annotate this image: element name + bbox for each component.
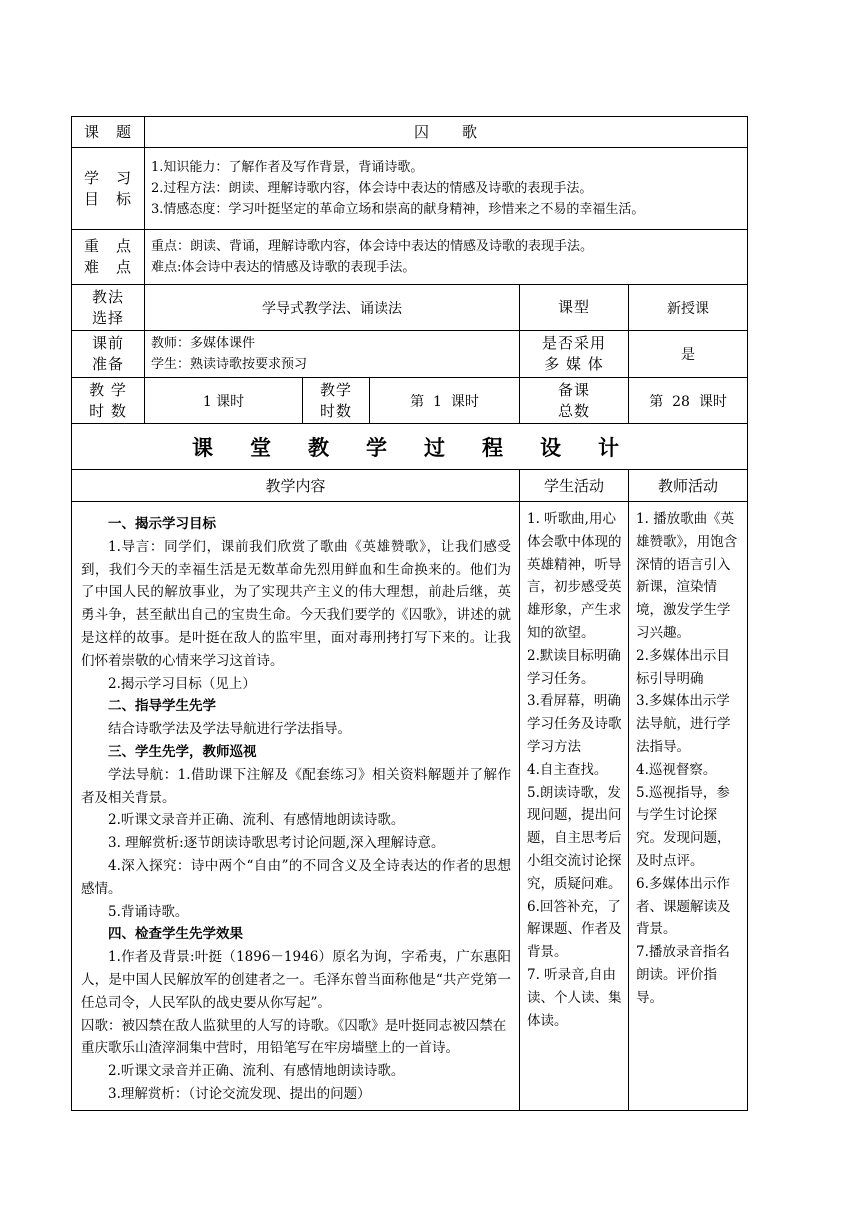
teacher-activity-item: 2.多媒体出示目标引导明确 [636, 647, 730, 687]
student-activity-item: 6.回答补充，了解课题、作者及背景。 [527, 898, 622, 961]
goals-row [72, 148, 748, 230]
content-paragraph: 2.听课文录音并正确、流利、有感情地朗读诗歌。 [108, 812, 405, 829]
teacher-column-header: 教师活动 [629, 470, 748, 502]
hour-value: 第 1 课时 [370, 378, 520, 424]
goal-line: 2.过程方法：朗读、理解诗歌内容，体会诗中表达的情感及诗歌的表现手法。 [151, 181, 593, 196]
content-paragraph: 4.深入探究：诗中两个“自由”的不同含义及全诗表达的作者的思想感情。 [81, 857, 511, 897]
prep-text: 教师：多媒体课件 学生：熟读诗歌按要求预习 [145, 331, 520, 378]
prep-label: 课前 准备 [72, 331, 145, 378]
section-heading: 二、指导学生先学 [108, 698, 216, 715]
hours-label: 教 学 时 数 [72, 378, 145, 424]
type-value: 新授课 [629, 285, 748, 331]
student-activity-item: 4.自主查找。 [527, 761, 608, 778]
prep-row [72, 331, 748, 378]
topic-row [72, 117, 748, 148]
hours-value: 1 课时 [145, 378, 303, 424]
teacher-activity-item: 4.巡视督察。 [636, 761, 717, 778]
student-activity-item: 5.朗读诗歌，发现问题，提出问题，自主思考后小组交流讨论探究，质疑问难。 [527, 784, 622, 892]
goal-line: 1.知识能力：了解作者及写作背景，背诵诗歌。 [151, 160, 424, 175]
goals-text [145, 148, 748, 230]
student-activity-item: 1. 听歌曲,用心体会歌中体现的英雄精神，听导言，初步感受英雄形象，产生求知的欲望。 [527, 511, 622, 641]
student-activity-item: 3.看屏幕，明确学习任务及诗歌学习方法 [527, 693, 622, 755]
teacher-activity-item: 6.多媒体出示作者、课题解读及背景。 [636, 875, 731, 938]
section-heading: 一、揭示学习目标 [108, 516, 216, 532]
method-label: 教法 选择 [72, 285, 145, 331]
teacher-column [629, 502, 748, 1111]
process-body-row [72, 502, 748, 1111]
topic-label: 课 题 [72, 117, 145, 148]
student-activity-item: 2.默读目标明确学习任务。 [527, 647, 621, 687]
content-paragraph: 1.导言：同学们，课前我们欣赏了歌曲《英雄赞歌》，让我们感受到，我们今天的幸福生活是无数革命先烈用鲜血和生命换来的。他们为了中国人民的解放事业，为了实现共产主义的伟大理想，前赴后继，英勇斗争，甚至献出自己的宝贵生命。今天我们要学的《囚歌》，讲述的就是这样的故事。是叶挺在敌人的监牢里，面对毒刑拷打写下来的。让我们怀着崇敬的心情来学习这首诗。 [81, 538, 511, 669]
hours-row [72, 378, 748, 424]
teacher-activity-item: 7.播放录音指名朗读。评价指导。 [636, 944, 730, 1006]
content-column [72, 502, 520, 1111]
content-paragraph: 2.揭示学习目标（见上） [108, 675, 256, 692]
keypoints-text [145, 230, 748, 285]
student-column [520, 502, 629, 1111]
content-paragraph: 学法导航：1.借助课下注解及《配套练习》相关资料解题并了解作者及相关背景。 [81, 766, 511, 806]
column-header-row [72, 470, 748, 502]
topic-value: 囚 歌 [145, 117, 748, 148]
goals-label: 学 习 目 标 [72, 148, 145, 230]
keypoint-line: 重点：朗读、背诵，理解诗歌内容，体会诗中表达的情感及诗歌的表现手法。 [151, 239, 594, 254]
section-heading: 三、学生先学，教师巡视 [108, 743, 257, 760]
content-paragraph: 结合诗歌学法及学法导航进行学法指导。 [108, 721, 351, 738]
keypoints-label: 重 点 难 点 [72, 230, 145, 285]
content-paragraph: 2.听课文录音并正确、流利、有感情地朗读诗歌。 [108, 1063, 405, 1080]
content-column-header: 教学内容 [72, 470, 520, 502]
keypoint-line: 难点:体会诗中表达的情感及诗歌的表现手法。 [151, 260, 416, 275]
teacher-activity-item: 5.巡视指导，参与学生讨论探究。发现问题，及时点评。 [636, 784, 731, 869]
total-value: 第 28 课时 [629, 378, 748, 424]
content-paragraph: 3. 理解赏析:逐节朗读诗歌思考讨论问题,深入理解诗意。 [108, 835, 445, 852]
method-value: 学导式教学法、诵读法 [145, 285, 520, 331]
teacher-activity-item: 3.多媒体出示学法导航，进行学法指导。 [636, 693, 731, 755]
keypoints-row [72, 230, 748, 285]
process-title: 课 堂 教 学 过 程 设 计 [72, 424, 748, 470]
goal-line: 3.情感态度：学习叶挺坚定的革命立场和崇高的献身精神，珍惜来之不易的幸福生活。 [151, 202, 645, 217]
content-paragraph: 5.背诵诗歌。 [108, 903, 189, 920]
type-label: 课型 [520, 285, 629, 331]
student-column-header: 学生活动 [520, 470, 629, 502]
method-row [72, 285, 748, 331]
media-label: 是否采用 多 媒 体 [520, 331, 629, 378]
teacher-activity-item: 1. 播放歌曲《英雄赞歌》，用饱含深情的语言引入新课，渲染情境，激发学生学习兴趣。 [636, 511, 738, 641]
media-value: 是 [629, 331, 748, 378]
content-paragraph: 1.作者及背景:叶挺（1896－1946）原名为询，字希夷，广东惠阳人，是中国人民解放军的创建者之一。毛泽东曾当面称他是“共产党第一任总司令，人民军队的战史要从你写起”。 [81, 949, 511, 1011]
process-title-row [72, 424, 748, 470]
section-heading: 四、检查学生先学效果 [108, 926, 243, 943]
total-label: 备课 总数 [520, 378, 629, 424]
student-activity-item: 7. 听录音,自由读、个人读、集体读。 [527, 966, 622, 1029]
content-paragraph: 囚歌：被囚禁在敌人监狱里的人写的诗歌。《囚歌》是叶挺同志被囚禁在重庆歌乐山渣滓洞集中营时，用铅笔写在牢房墙壁上的一首诗。 [81, 1017, 507, 1057]
content-paragraph: 3.理解赏析：（讨论交流发现、提出的问题） [108, 1085, 371, 1102]
lesson-plan-table [71, 116, 748, 1111]
hour-label: 教学 时数 [303, 378, 370, 424]
